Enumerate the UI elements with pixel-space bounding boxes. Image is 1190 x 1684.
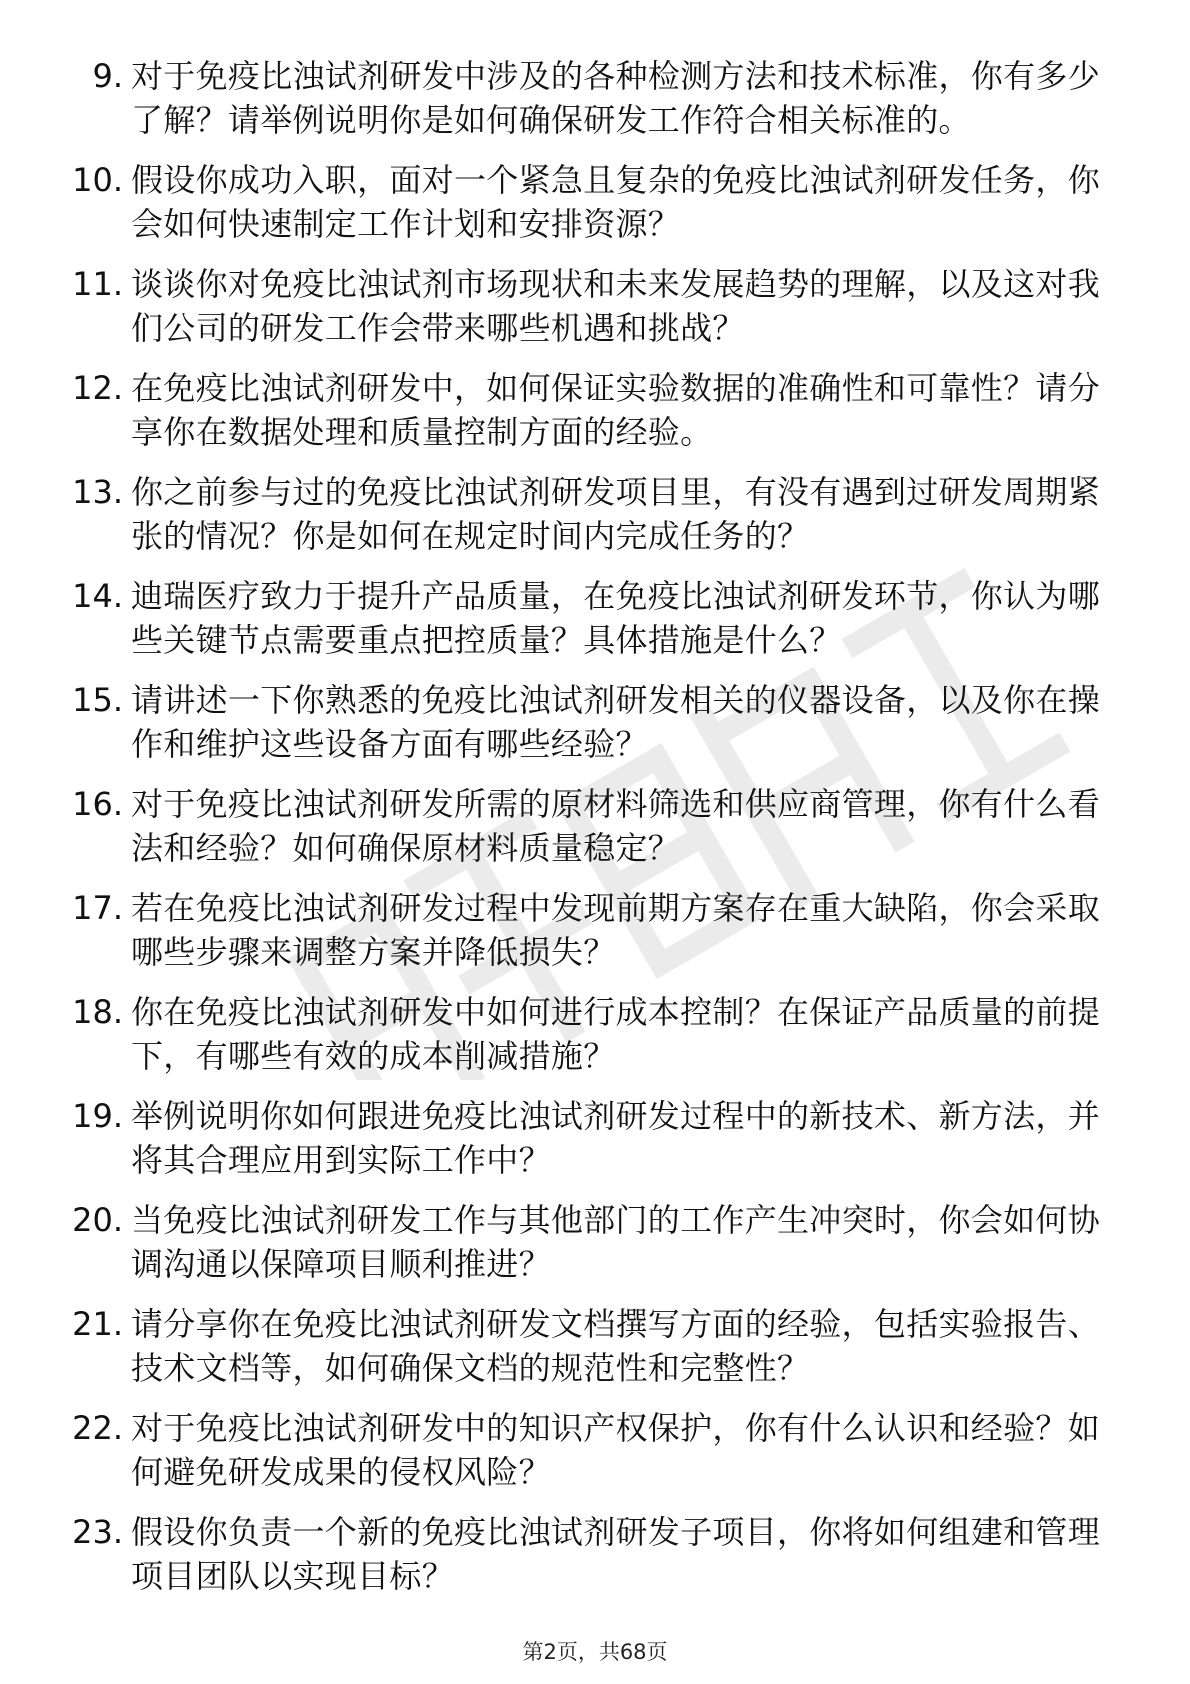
question-item: [0, 574, 1190, 678]
question-number: 13.: [72, 473, 123, 511]
question-number: 19.: [72, 1097, 123, 1135]
question-number: 18.: [72, 993, 123, 1031]
question-text: 谈谈你对免疫比浊试剂市场现状和未来发展趋势的理解，以及这对我们公司的研发工作会带来哪些机遇和挑战？: [131, 265, 1101, 347]
question-item: [0, 678, 1190, 782]
question-item: [0, 782, 1190, 886]
question-text: 当免疫比浊试剂研发工作与其他部门的工作产生冲突时，你会如何协调沟通以保障项目顺利推进？: [131, 1201, 1101, 1283]
question-text: 若在免疫比浊试剂研发过程中发现前期方案存在重大缺陷，你会采取哪些步骤来调整方案并降低损失？: [131, 889, 1101, 971]
question-text: 对于免疫比浊试剂研发中涉及的各种检测方法和技术标准，你有多少了解？请举例说明你是如何确保研发工作符合相关标准的。: [131, 57, 1101, 139]
question-text: 迪瑞医疗致力于提升产品质量，在免疫比浊试剂研发环节，你认为哪些关键节点需要重点把控质量？具体措施是什么？: [131, 577, 1101, 659]
question-number: 16.: [72, 785, 123, 823]
question-number: 12.: [72, 369, 123, 407]
question-list: [0, 54, 1190, 1614]
question-item: [0, 366, 1190, 470]
question-text: 假设你负责一个新的免疫比浊试剂研发子项目，你将如何组建和管理项目团队以实现目标？: [131, 1513, 1101, 1595]
question-number: 21.: [72, 1305, 123, 1343]
question-number: 23.: [72, 1513, 123, 1551]
question-number: 20.: [72, 1201, 123, 1239]
question-item: [0, 262, 1190, 366]
question-item: [0, 1094, 1190, 1198]
question-item: [0, 1406, 1190, 1510]
question-text: 对于免疫比浊试剂研发中的知识产权保护，你有什么认识和经验？如何避免研发成果的侵权风险？: [131, 1409, 1101, 1491]
question-number: 22.: [72, 1409, 123, 1447]
question-number: 15.: [72, 681, 123, 719]
question-item: [0, 886, 1190, 990]
question-item: [0, 54, 1190, 158]
question-text: 假设你成功入职，面对一个紧急且复杂的免疫比浊试剂研发任务，你会如何快速制定工作计划和安排资源？: [131, 161, 1101, 243]
question-item: [0, 158, 1190, 262]
question-item: [0, 990, 1190, 1094]
question-item: [0, 470, 1190, 574]
question-number: 14.: [72, 577, 123, 615]
question-item: [0, 1198, 1190, 1302]
question-text: 对于免疫比浊试剂研发所需的原材料筛选和供应商管理，你有什么看法和经验？如何确保原材料质量稳定？: [131, 785, 1101, 867]
question-text: 请分享你在免疫比浊试剂研发文档撰写方面的经验，包括实验报告、技术文档等，如何确保文档的规范性和完整性？: [131, 1305, 1101, 1387]
question-number: 10.: [72, 161, 123, 199]
page-number-footer: 第2页，共68页: [522, 1640, 668, 1664]
question-item: [0, 1510, 1190, 1614]
question-text: 在免疫比浊试剂研发中，如何保证实验数据的准确性和可靠性？请分享你在数据处理和质量控制方面的经验。: [131, 369, 1101, 451]
question-number: 11.: [72, 265, 123, 303]
question-text: 请讲述一下你熟悉的免疫比浊试剂研发相关的仪器设备，以及你在操作和维护这些设备方面有哪些经验？: [131, 681, 1101, 763]
question-item: [0, 1302, 1190, 1406]
question-number: 17.: [72, 889, 123, 927]
question-text: 你在免疫比浊试剂研发中如何进行成本控制？在保证产品质量的前提下，有哪些有效的成本削减措施？: [131, 993, 1101, 1075]
question-text: 你之前参与过的免疫比浊试剂研发项目里，有没有遇到过研发周期紧张的情况？你是如何在规定时间内完成任务的？: [131, 473, 1101, 555]
question-number: 9.: [92, 57, 123, 95]
question-text: 举例说明你如何跟进免疫比浊试剂研发过程中的新技术、新方法，并将其合理应用到实际工作中？: [131, 1097, 1101, 1179]
